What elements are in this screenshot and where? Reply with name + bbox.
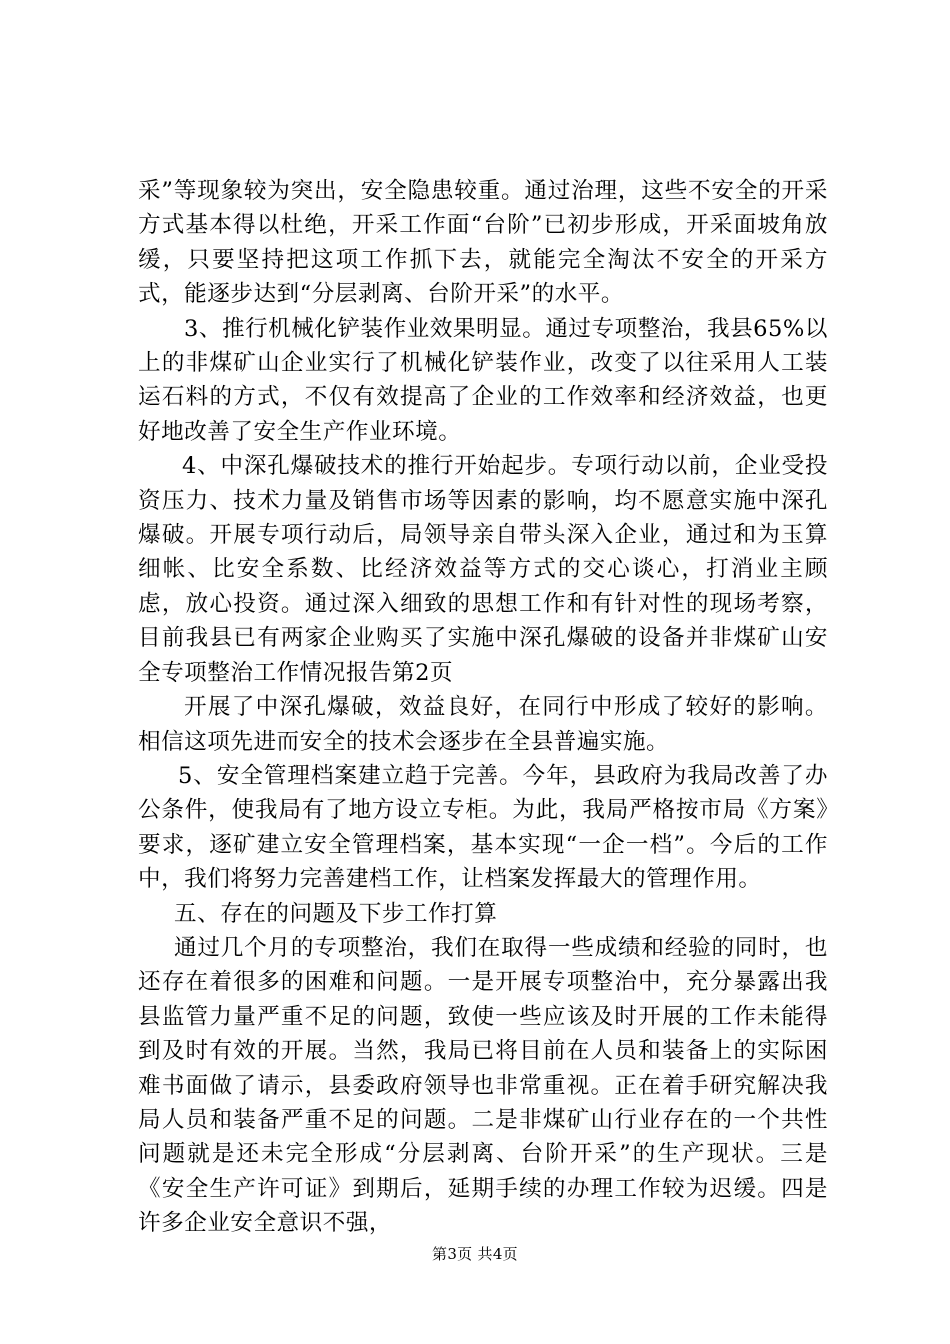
paragraph-1: 采”等现象较为突出，安全隐患较重。通过治理，这些不安全的开采方式基本得以杜绝，开采工作面“台阶”已初步形成，开采面坡角放缓，只要坚持把这项工作抓下去，就能完全淘汰不安全的开采方式，能逐步达到“分层剥离、台阶开采”的水平。 <box>138 178 828 308</box>
paragraph-6: 通过几个月的专项整治，我们在取得一些成绩和经验的同时，也还存在着很多的困难和问题。一是开展专项整治中，充分暴露出我县监管力量严重不足的问题，致使一些应该及时开展的工作未能得到及时有效的开展。当然，我局已将目前在人员和装备上的实际困难书面做了请示，县委政府领导也非常重视。正在着手研究解决我局人员和装备严重不足的问题。二是非煤矿山行业存在的一个共性问题就是还未完全形成“分层剥离、台阶开采”的生产现状。三是《安全生产许可证》到期后，延期手续的办理工作较为迟缓。四是许多企业安全意识不强， <box>138 934 828 1237</box>
page-footer: 第3页 共4页 <box>432 1245 518 1263</box>
paragraph-5: 5、安全管理档案建立趋于完善。今年，县政府为我局改善了办公条件，使我局有了地方设立专柜。为此，我局严格按市局《方案》要求，逐矿建立安全管理档案，基本实现“一企一档”。今后的工作中，我们将努力完善建档工作，让档案发挥最大的管理作用。 <box>138 762 828 893</box>
section-heading: 五、存在的问题及下步工作打算 <box>174 900 498 927</box>
paragraph-4: 开展了中深孔爆破，效益良好，在同行中形成了较好的影响。相信这项先进而安全的技术会逐步在全县普遍实施。 <box>138 694 828 755</box>
paragraph-2: 3、推行机械化铲装作业效果明显。通过专项整治，我县65%以上的非煤矿山企业实行了机械化铲装作业，改变了以往采用人工装运石料的方式，不仅有效提高了企业的工作效率和经济效益，也更好地改善了安全生产作业环境。 <box>138 315 828 445</box>
paragraph-3: 4、中深孔爆破技术的推行开始起步。专项行动以前，企业受投资压力、技术力量及销售市场等因素的影响，均不愿意实施中深孔爆破。开展专项行动后，局领导亲自带头深入企业，通过和为玉算细帐、比安全系数、比经济效益等方式的交心谈心，打消业主顾虑，放心投资。通过深入细致的思想工作和有针对性的现场考察，目前我县已有两家企业购买了实施中深孔爆破的设备并非煤矿山安全专项整治工作情况报告第2页 <box>138 453 828 686</box>
document-body <box>138 174 828 1241</box>
